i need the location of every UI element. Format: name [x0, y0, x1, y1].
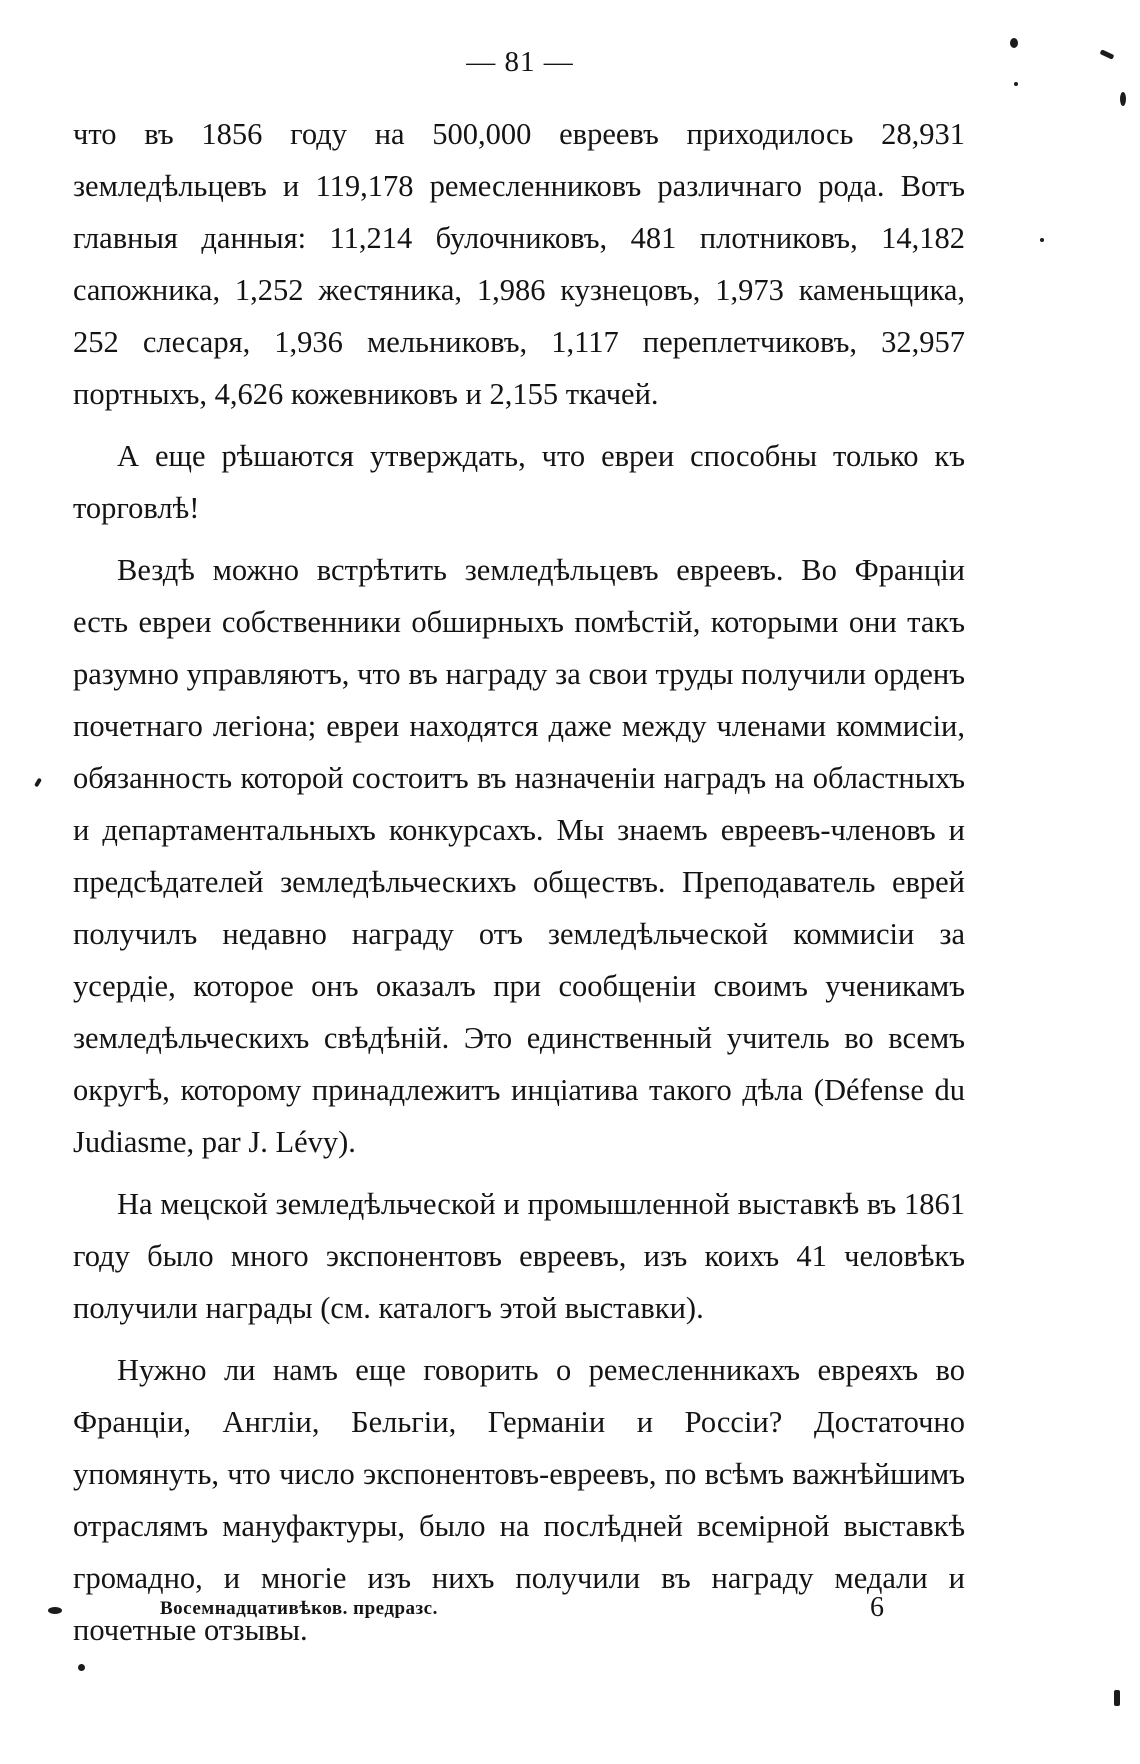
paragraph-artisans-europe: Нужно ли намъ еще говорить о ремесленникахъ евреяхъ во Франціи, Англіи, Бельгіи, Германіи и Россіи? Достаточно упомянуть, что число экспонентовъ-евреевъ, по всѣмъ важнѣйшимъ отраслямъ мануфактуры, было на послѣдней всемірной выставкѣ громадно, и многіе изъ нихъ получили въ награду медали и почетные отзывы. [73, 1353, 965, 1647]
paragraph-metz-exhibition: На мецской земледѣльческой и промышленной выставкѣ въ 1861 году было много экспонентовъ евреевъ, изъ коихъ 41 человѣкъ получили награды (см. каталогъ этой выставки). [73, 1187, 965, 1325]
page-number: — 81 — [466, 46, 574, 78]
scan-speck [1120, 92, 1126, 106]
scan-speck [78, 1664, 85, 1671]
scan-speck [1114, 1690, 1120, 1706]
paragraph-statistics: что въ 1856 году на 500,000 евреевъ приходилось 28,931 земледѣльцевъ и 119,178 ремесленниковъ различнаго рода. Вотъ главныя данныя: 11,214 булочниковъ, 481 плотниковъ, 14,182 сапожника, 1,252 жестяника, 1,986 кузнецовъ, 1,973 каменьщика, 252 слесаря, 1,936 мельниковъ, 1,117 переплетчиковъ, 32,957 портныхъ, 4,626 кожевниковъ и 2,155 ткачей. [73, 117, 965, 411]
scan-speck [1100, 49, 1115, 59]
paragraph-trade-claim: А еще рѣшаются утверждать, что евреи способны только къ торговлѣ! [73, 439, 965, 525]
scan-speck [1014, 82, 1018, 86]
scan-speck [34, 778, 42, 788]
page-footer [0, 1592, 1140, 1638]
sheet-number: 6 [870, 1592, 884, 1623]
scan-speck [48, 1607, 62, 1614]
body-text [73, 108, 965, 1666]
scan-speck [1040, 238, 1044, 242]
paragraph-farmers-france: Вездѣ можно встрѣтить земледѣльцевъ евреевъ. Во Франціи есть евреи собственники обширныхъ помѣстій, которыми они такъ разумно управляютъ, что въ награду за свои труды получили орденъ почетнаго легіона; евреи находятся даже между членами коммисіи, обязанность которой состоитъ въ назначеніи наградъ на областныхъ и департаментальныхъ конкурсахъ. Мы знаемъ евреевъ-членовъ и предсѣдателей земледѣльческихъ обществъ. Преподаватель еврей получилъ недавно награду отъ земледѣльческой коммисіи за усердіе, которое онъ оказалъ при сообщеніи своимъ ученикамъ земледѣльческихъ свѣдѣній. Это единственный учитель во всемъ округѣ, которому принадлежитъ инціатива такого дѣла (Défense du Judiasme, par J. Lévy). [73, 553, 965, 1159]
printer-signature: Восемнадцативѣков. предразс. [160, 1598, 438, 1619]
scan-speck [1010, 38, 1018, 48]
